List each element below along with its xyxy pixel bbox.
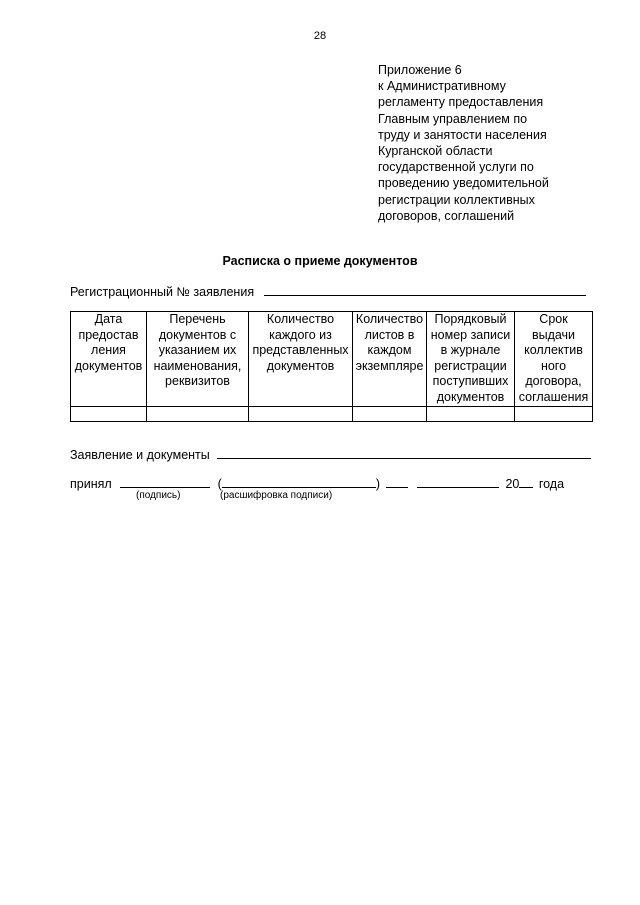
close-paren: ) — [375, 477, 380, 491]
table-cell[interactable] — [515, 406, 593, 421]
signature-caption: (подпись) — [136, 490, 181, 501]
table-cell[interactable] — [249, 406, 353, 421]
year-suffix: года — [538, 477, 565, 491]
table-cell[interactable] — [353, 406, 427, 421]
accept-field[interactable] — [217, 446, 591, 459]
appendix-line: труду и занятости населения — [378, 127, 547, 142]
appendix-line: договоров, соглашений — [378, 208, 515, 223]
accept-label: Заявление и документы — [70, 448, 210, 462]
open-paren: ( — [217, 477, 222, 491]
header-sheet-count: Количество листов в каждом экземпляре — [353, 312, 427, 407]
year-prefix: 20 — [505, 477, 520, 491]
header-date: Дата предостав ления документов — [71, 312, 147, 407]
table-row — [71, 406, 593, 421]
signature-field[interactable] — [120, 475, 210, 488]
header-issue-term: Срок выдачи коллектив ного договора, соглашения — [515, 312, 593, 407]
appendix-line: регламенту предоставления — [378, 95, 544, 110]
day-field[interactable] — [386, 475, 408, 488]
registration-number-label: Регистрационный № заявления — [70, 285, 255, 299]
header-document-count: Количество каждого из представленных документов — [249, 312, 353, 407]
table-cell[interactable] — [71, 406, 147, 421]
appendix-line: Главным управлением по — [378, 111, 528, 126]
signature-decoding-field[interactable] — [222, 475, 376, 488]
table-cell[interactable] — [147, 406, 249, 421]
accept-row — [70, 446, 591, 462]
table-cell[interactable] — [427, 406, 515, 421]
year-field[interactable] — [519, 475, 533, 488]
appendix-line: проведению уведомительной — [378, 176, 549, 191]
registration-number-field[interactable] — [264, 283, 586, 296]
month-field[interactable] — [417, 475, 499, 488]
appendix-block — [378, 62, 618, 224]
appendix-line: к Административному — [378, 79, 506, 94]
decoding-caption: (расшифровка подписи) — [220, 490, 333, 501]
registration-number-row — [70, 283, 586, 299]
header-document-list: Перечень документов с указанием их наименования, реквизитов — [147, 312, 249, 407]
document-title: Расписка о приеме документов — [222, 254, 418, 268]
receipt-table — [70, 311, 593, 422]
appendix-line: регистрации коллективных — [378, 192, 535, 207]
page-number: 28 — [313, 30, 327, 42]
header-journal-number: Порядковый номер записи в журнале регистрации поступивших документов — [427, 312, 515, 407]
appendix-line: Приложение 6 — [378, 63, 462, 77]
table-header-row — [71, 312, 593, 407]
received-label: принял — [70, 477, 112, 491]
appendix-line: государственной услуги по — [378, 160, 534, 175]
appendix-line: Курганской области — [378, 144, 493, 159]
received-row — [70, 475, 564, 491]
